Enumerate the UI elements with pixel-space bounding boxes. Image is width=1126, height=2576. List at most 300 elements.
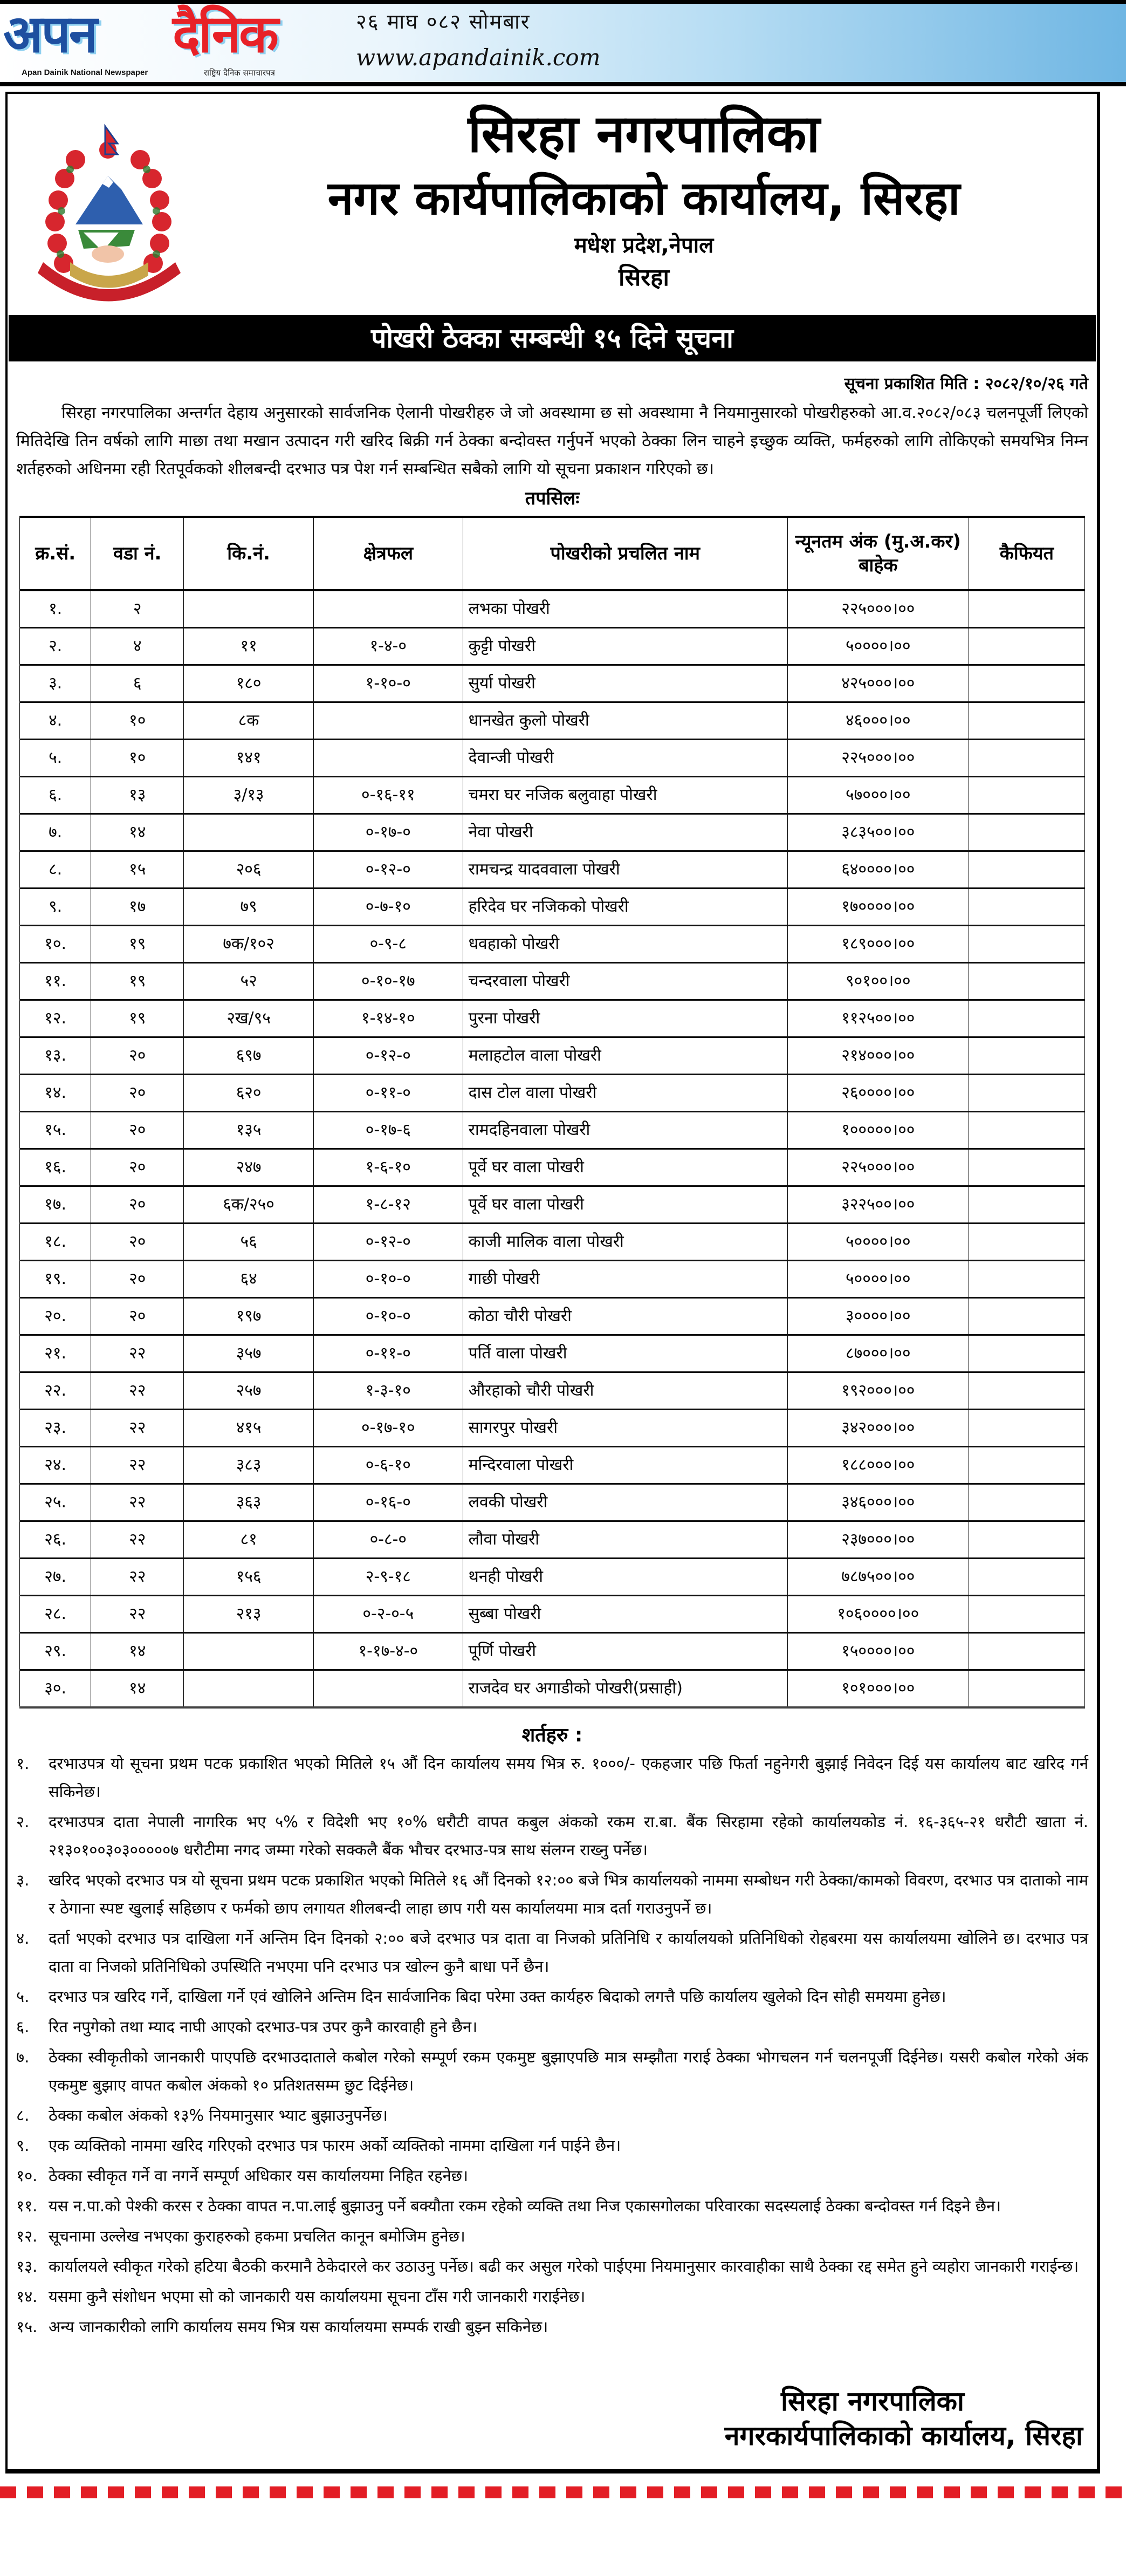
red-dash: [917, 2486, 933, 2498]
cell-min-amount: १८९०००।००: [787, 926, 969, 963]
cell-min-amount: ७८७५००।००: [787, 1559, 969, 1596]
cell-remarks: [969, 1149, 1084, 1186]
table-row: [20, 665, 1085, 702]
brand-tagline-english: Apan Dainik National Newspaper: [22, 68, 148, 77]
col-header-remarks: कैफियत: [969, 517, 1084, 590]
term-number: ११.: [16, 2197, 38, 2215]
cell-pond-name: पर्ति वाला पोखरी: [463, 1335, 787, 1372]
term-number: १०.: [16, 2167, 38, 2185]
term-text: दरभाउ पत्र खरिद गर्ने, दाखिला गर्ने एवं खोलिने अन्तिम दिन सार्वजानिक बिदा परेमा उक्त कार्यहरु बिदाको लगत्तै पछि कार्यालय खुलेको दिन सोही समयमा हुनेछ।: [49, 1987, 946, 2006]
table-body: [20, 590, 1085, 1707]
term-number: ८.: [16, 2106, 30, 2124]
cell-min-amount: ८७०००।००: [787, 1335, 969, 1372]
cell-kitta: १८०: [184, 665, 314, 702]
cell-area: ०-१०-१७: [314, 963, 463, 1000]
cell-area: ०-११-०: [314, 1335, 463, 1372]
cell-serial: २६.: [20, 1521, 91, 1559]
cell-serial: २४.: [20, 1447, 91, 1484]
cell-area: ०-११-०: [314, 1075, 463, 1112]
cell-pond-name: मलाहटोल वाला पोखरी: [463, 1037, 787, 1075]
red-dash: [243, 2486, 259, 2498]
cell-kitta: ७क/१०२: [184, 926, 314, 963]
red-dash: [404, 2486, 421, 2498]
cell-ward: ४: [91, 628, 184, 665]
district-name: सिरहा: [619, 264, 669, 291]
red-dash: [755, 2486, 771, 2498]
cell-min-amount: १९२०००।००: [787, 1372, 969, 1410]
term-text: यसमा कुनै संशोधन भएमा सो को जानकारी यस कार्यालयमा सूचना टाँस गरी जानकारी गराईनेछ।: [49, 2287, 586, 2306]
term-item: [16, 2101, 1088, 2129]
cell-remarks: [969, 1447, 1084, 1484]
cell-min-amount: ५००००।००: [787, 1261, 969, 1298]
cell-ward: २२: [91, 1335, 184, 1372]
website-link[interactable]: www.apandainik.com: [356, 44, 601, 71]
cell-remarks: [969, 628, 1084, 665]
term-text: ठेक्का स्वीकृतीको जानकारी पाएपछि दरभाउदाताले कबोल गरेको सम्पूर्ण रकम एकमुष्ट बुझाएपछि मात्र सम्झौता गराई ठेक्का भोगचलन गर्न चलनपूर्जी दिईनेछ। यसरी कबोल गरेको अंक एकमुष्ट बुझाए वापत कबोल अंकको १० प्रतिशतसम्म छुट दिईनेछ।: [49, 2048, 1088, 2094]
cell-kitta: ५२: [184, 963, 314, 1000]
red-dash: [324, 2486, 340, 2498]
table-row: [20, 702, 1085, 740]
cell-area: ०-७-१०: [314, 889, 463, 926]
term-item: [16, 2283, 1088, 2311]
cell-ward: २०: [91, 1149, 184, 1186]
cell-ward: १४: [91, 814, 184, 851]
red-dash: [782, 2486, 798, 2498]
cell-min-amount: ५००००।००: [787, 1224, 969, 1261]
red-dash: [836, 2486, 852, 2498]
table-header-row: [20, 517, 1085, 590]
cell-ward: २०: [91, 1112, 184, 1149]
cell-kitta: ६४: [184, 1261, 314, 1298]
table-row: [20, 1037, 1085, 1075]
red-dash: [108, 2486, 124, 2498]
cell-ward: १०: [91, 702, 184, 740]
cell-area: [314, 1670, 463, 1708]
cell-pond-name: पूर्वे घर वाला पोखरी: [463, 1186, 787, 1224]
term-text: कार्यालयले स्वीकृत गरेको हटिया बैठकी करमानै ठेकेदारले कर उठाउनु पर्नेछ। बढी कर असुल गरेको पाईएमा नियमानुसार कारवाहीका साथै ठेक्का रद्द समेत हुने व्यहोरा जानकारी गराईन्छ।: [49, 2257, 1079, 2276]
cell-pond-name: पूर्वे घर वाला पोखरी: [463, 1149, 787, 1186]
cell-kitta: २४७: [184, 1149, 314, 1186]
term-number: २.: [16, 1813, 30, 1831]
table-row: [20, 1075, 1085, 1112]
terms-list: [16, 1750, 1088, 2341]
cell-ward: २०: [91, 1037, 184, 1075]
cell-pond-name: गाछी पोखरी: [463, 1261, 787, 1298]
cell-remarks: [969, 1112, 1084, 1149]
red-dash: [297, 2486, 313, 2498]
cell-ward: २०: [91, 1261, 184, 1298]
pond-contract-table: [19, 516, 1085, 1709]
term-number: १५.: [16, 2318, 38, 2336]
cell-remarks: [969, 1410, 1084, 1447]
cell-area: ०-१२-०: [314, 1224, 463, 1261]
cell-remarks: [969, 777, 1084, 814]
cell-area: १-१०-०: [314, 665, 463, 702]
term-text: खरिद भएको दरभाउ पत्र यो सूचना प्रथम पटक प्रकाशित भएको मितिले १६ औं दिनको १२:०० बजे भित्र कार्यालयको नाममा सम्बोधन गरी ठेक्का/कामको विवरण, दरभाउ पत्र दाताको नाम र ठेगाना स्पष्ट खुलाई सहिछाप र फर्मको छाप लगायत शीलबन्दी लाहा छाप गरी यस कार्यालयमा मात्र दर्ता गराउनुपर्ने छ।: [49, 1871, 1088, 1917]
cell-ward: १०: [91, 740, 184, 777]
table-row: [20, 963, 1085, 1000]
red-dash: [377, 2486, 394, 2498]
term-number: ६.: [16, 2018, 30, 2036]
cell-area: ०-१६-११: [314, 777, 463, 814]
term-item: [16, 1808, 1088, 1864]
cell-pond-name: धानखेत कुलो पोखरी: [463, 702, 787, 740]
cell-kitta: ८१: [184, 1521, 314, 1559]
newspaper-masthead: [0, 0, 1126, 86]
table-row: [20, 889, 1085, 926]
cell-serial: २५.: [20, 1484, 91, 1521]
cell-pond-name: सागरपुर पोखरी: [463, 1410, 787, 1447]
term-item: [16, 2013, 1088, 2041]
term-text: एक व्यक्तिको नाममा खरिद गरिएको दरभाउ पत्र फारम अर्को व्यक्तिको नाममा दाखिला गर्न पाईने छैन।: [49, 2136, 621, 2155]
cell-remarks: [969, 1633, 1084, 1670]
cell-kitta: ६९७: [184, 1037, 314, 1075]
cell-ward: २२: [91, 1410, 184, 1447]
red-dash: [189, 2486, 205, 2498]
cell-remarks: [969, 702, 1084, 740]
table-row: [20, 1521, 1085, 1559]
cell-min-amount: ९०१००।००: [787, 963, 969, 1000]
table-row: [20, 1298, 1085, 1335]
cell-serial: ५.: [20, 740, 91, 777]
cell-area: ०-१०-०: [314, 1261, 463, 1298]
term-text: दरभाउपत्र यो सूचना प्रथम पटक प्रकाशित भएको मितिले १५ औं दिन कार्यालय समय भित्र रु. १०००/- एकहजार पछि फिर्ता नहुनेगरी बुझाई निवेदन दिई यस कार्यालय बाट खरिद गर्न सकिनेछ।: [49, 1754, 1088, 1801]
cell-kitta: ४१५: [184, 1410, 314, 1447]
red-dash: [1052, 2486, 1068, 2498]
cell-remarks: [969, 814, 1084, 851]
cell-remarks: [969, 1484, 1084, 1521]
cell-area: ०-१२-०: [314, 1037, 463, 1075]
cell-pond-name: पुरना पोखरी: [463, 1000, 787, 1037]
cell-serial: २२.: [20, 1372, 91, 1410]
cell-pond-name: लभका पोखरी: [463, 590, 787, 628]
cell-kitta: २५७: [184, 1372, 314, 1410]
cell-ward: २२: [91, 1372, 184, 1410]
cell-kitta: १९७: [184, 1298, 314, 1335]
cell-serial: २३.: [20, 1410, 91, 1447]
cell-ward: १४: [91, 1670, 184, 1708]
cell-ward: १५: [91, 851, 184, 889]
red-dash: [485, 2486, 502, 2498]
cell-serial: १४.: [20, 1075, 91, 1112]
col-header-min-amount: न्यूनतम अंक (मु.अ.कर) बाहेक: [787, 517, 969, 590]
cell-remarks: [969, 590, 1084, 628]
cell-area: ०-१२-०: [314, 851, 463, 889]
cell-ward: २२: [91, 1596, 184, 1633]
cell-min-amount: २२५०००।००: [787, 1149, 969, 1186]
term-number: ४.: [16, 1929, 30, 1948]
red-dash: [162, 2486, 178, 2498]
term-number: १.: [16, 1754, 30, 1773]
cell-area: ०-८-०: [314, 1521, 463, 1559]
cell-area: २-९-१८: [314, 1559, 463, 1596]
cell-serial: २१.: [20, 1335, 91, 1372]
table-row: [20, 590, 1085, 628]
table-row: [20, 1633, 1085, 1670]
cell-pond-name: रामचन्द्र यादववाला पोखरी: [463, 851, 787, 889]
col-header-area: क्षेत्रफल: [314, 517, 463, 590]
table-row: [20, 777, 1085, 814]
term-item: [16, 2131, 1088, 2160]
cell-ward: १९: [91, 963, 184, 1000]
cell-kitta: ३५७: [184, 1335, 314, 1372]
cell-remarks: [969, 1521, 1084, 1559]
term-text: यस न.पा.को पेश्की करस र ठेक्का वापत न.पा.लाई बुझाउनु पर्ने बक्यौता रकम रहेको व्यक्ति तथा निज एकासगोलका परिवारका सदस्यलाई ठेक्का बन्दोवस्त गर्न दिइने छैन।: [49, 2197, 1001, 2215]
col-header-kitta: कि.नं.: [184, 517, 314, 590]
cell-min-amount: २३७०००।००: [787, 1521, 969, 1559]
col-header-pond-name: पोखरीको प्रचलित नाम: [463, 517, 787, 590]
red-dash: [566, 2486, 582, 2498]
term-text: ठेक्का कबोल अंकको १३% नियमानुसार भ्याट बुझाउनुपर्नेछ।: [49, 2106, 388, 2124]
table-row: [20, 814, 1085, 851]
cell-remarks: [969, 1335, 1084, 1372]
cell-kitta: ८क: [184, 702, 314, 740]
cell-serial: १.: [20, 590, 91, 628]
cell-min-amount: १५००००।००: [787, 1633, 969, 1670]
cell-ward: २२: [91, 1521, 184, 1559]
red-dash: [54, 2486, 70, 2498]
cell-ward: २२: [91, 1447, 184, 1484]
cell-area: [314, 740, 463, 777]
red-dash: [1025, 2486, 1041, 2498]
cell-pond-name: काजी मालिक वाला पोखरी: [463, 1224, 787, 1261]
cell-serial: १२.: [20, 1000, 91, 1037]
cell-min-amount: १८८०००।००: [787, 1447, 969, 1484]
red-dash: [458, 2486, 475, 2498]
cell-serial: १९.: [20, 1261, 91, 1298]
cell-ward: २: [91, 590, 184, 628]
table-row: [20, 1447, 1085, 1484]
brand-logo-apan: अपन: [3, 4, 97, 64]
cell-pond-name: कोठा चौरी पोखरी: [463, 1298, 787, 1335]
term-item: [16, 2252, 1088, 2280]
term-text: सूचनामा उल्लेख नभएका कुराहरुको हकमा प्रचलित कानून बमोजिम हुनेछ।: [49, 2227, 465, 2245]
term-number: ९.: [16, 2136, 30, 2155]
table-row: [20, 1410, 1085, 1447]
signature-office: नगरकार्यपालिकाको कार्यालय, सिरहा: [724, 2420, 1083, 2451]
cell-ward: १९: [91, 926, 184, 963]
cell-serial: २८.: [20, 1596, 91, 1633]
cell-ward: २२: [91, 1484, 184, 1521]
table-row: [20, 1112, 1085, 1149]
term-number: १४.: [16, 2287, 38, 2306]
cell-area: १-८-१२: [314, 1186, 463, 1224]
public-notice: [5, 92, 1100, 2473]
table-row: [20, 740, 1085, 777]
terms-heading: शर्तहरु :: [521, 1724, 583, 1746]
cell-area: ०-९-८: [314, 926, 463, 963]
cell-serial: ६.: [20, 777, 91, 814]
cell-min-amount: १०१०००।००: [787, 1670, 969, 1708]
cell-kitta: ३८३: [184, 1447, 314, 1484]
red-dash: [512, 2486, 528, 2498]
cell-ward: १९: [91, 1000, 184, 1037]
signature-block: [16, 2384, 1088, 2453]
red-dash: [863, 2486, 879, 2498]
cell-area: १-१४-१०: [314, 1000, 463, 1037]
cell-area: ०-६-१०: [314, 1447, 463, 1484]
cell-remarks: [969, 1224, 1084, 1261]
cell-pond-name: लौवा पोखरी: [463, 1521, 787, 1559]
table-row: [20, 1186, 1085, 1224]
red-dash: [593, 2486, 609, 2498]
pond-table-wrapper: [19, 516, 1085, 1709]
cell-min-amount: ११२५००।००: [787, 1000, 969, 1037]
nepal-government-emblem-icon: [16, 117, 200, 311]
cell-kitta: २०६: [184, 851, 314, 889]
cell-area: ०-१७-१०: [314, 1410, 463, 1447]
cell-min-amount: १०६००००।००: [787, 1596, 969, 1633]
red-dash: [1106, 2486, 1122, 2498]
cell-pond-name: चमरा घर नजिक बलुवाहा पोखरी: [463, 777, 787, 814]
cell-remarks: [969, 851, 1084, 889]
cell-remarks: [969, 1186, 1084, 1224]
cell-ward: २०: [91, 1186, 184, 1224]
table-row: [20, 1224, 1085, 1261]
col-header-ward: वडा नं.: [91, 517, 184, 590]
cell-remarks: [969, 1000, 1084, 1037]
cell-pond-name: राजदेव घर अगाडीको पोखरी(प्रसाही): [463, 1670, 787, 1708]
cell-remarks: [969, 1075, 1084, 1112]
table-row: [20, 1261, 1085, 1298]
cell-remarks: [969, 1670, 1084, 1708]
cell-serial: २०.: [20, 1298, 91, 1335]
cell-serial: १६.: [20, 1149, 91, 1186]
cell-pond-name: सुर्या पोखरी: [463, 665, 787, 702]
cell-kitta: [184, 1633, 314, 1670]
table-row: [20, 1484, 1085, 1521]
col-header-serial: क्र.सं.: [20, 517, 91, 590]
table-caption: तपसिलः: [525, 488, 580, 509]
term-number: ५.: [16, 1987, 30, 2006]
cell-serial: १७.: [20, 1186, 91, 1224]
red-dash: [728, 2486, 744, 2498]
table-row: [20, 1372, 1085, 1410]
cell-pond-name: औरहाको चौरी पोखरी: [463, 1372, 787, 1410]
cell-kitta: ६२०: [184, 1075, 314, 1112]
cell-area: [314, 590, 463, 628]
term-item: [16, 1924, 1088, 1980]
cell-area: १-१७-४-०: [314, 1633, 463, 1670]
notice-title-banner: पोखरी ठेक्का सम्बन्धी १५ दिने सूचना: [9, 315, 1096, 361]
table-row: [20, 1596, 1085, 1633]
term-item: [16, 2043, 1088, 2099]
cell-serial: ११.: [20, 963, 91, 1000]
cell-remarks: [969, 665, 1084, 702]
cell-pond-name: दास टोल वाला पोखरी: [463, 1075, 787, 1112]
cell-min-amount: ३८३५००।००: [787, 814, 969, 851]
municipality-name: सिरहा नगरपालिका: [468, 104, 820, 164]
cell-min-amount: २१४०००।००: [787, 1037, 969, 1075]
cell-min-amount: ५००००।००: [787, 628, 969, 665]
cell-kitta: ३/१३: [184, 777, 314, 814]
cell-pond-name: रामदहिनवाला पोखरी: [463, 1112, 787, 1149]
cell-pond-name: नेवा पोखरी: [463, 814, 787, 851]
table-row: [20, 1559, 1085, 1596]
cell-remarks: [969, 1372, 1084, 1410]
cell-ward: २२: [91, 1559, 184, 1596]
cell-pond-name: लवकी पोखरी: [463, 1484, 787, 1521]
handshake: [92, 245, 124, 263]
published-date: सूचना प्रकाशित मिति : २०८२/१०/२६ गते: [844, 374, 1088, 393]
red-dash: [998, 2486, 1014, 2498]
cell-remarks: [969, 963, 1084, 1000]
term-item: [16, 1866, 1088, 1922]
term-item: [16, 2162, 1088, 2190]
office-name: नगर कार्यपालिकाको कार्यालय, सिरहा: [327, 172, 960, 226]
cell-remarks: [969, 1596, 1084, 1633]
province-name: मधेश प्रदेश,नेपाल: [574, 233, 714, 258]
cell-serial: ९.: [20, 889, 91, 926]
notice-titles: [200, 100, 1088, 295]
table-row: [20, 628, 1085, 665]
cell-pond-name: देवान्जी पोखरी: [463, 740, 787, 777]
cell-min-amount: २६००००।००: [787, 1075, 969, 1112]
cell-kitta: १३५: [184, 1112, 314, 1149]
term-text: रित नपुगेको तथा म्याद नाघी आएको दरभाउ-पत्र उपर कुनै कारवाही हुने छैन।: [49, 2018, 478, 2036]
red-dash: [944, 2486, 960, 2498]
cell-area: ०-१७-०: [314, 814, 463, 851]
red-dash: [351, 2486, 367, 2498]
cell-area: ०-२-०-५: [314, 1596, 463, 1633]
red-dash: [809, 2486, 825, 2498]
cell-serial: १०.: [20, 926, 91, 963]
cell-serial: २७.: [20, 1559, 91, 1596]
term-text: अन्य जानकारीको लागि कार्यालय समय भित्र यस कार्यालयमा सम्पर्क राखी बुझ्न सकिनेछ।: [49, 2318, 548, 2336]
table-row: [20, 1149, 1085, 1186]
cell-kitta: [184, 590, 314, 628]
cell-area: १-३-१०: [314, 1372, 463, 1410]
cell-min-amount: ३००००।००: [787, 1298, 969, 1335]
cell-min-amount: ५७०००।००: [787, 777, 969, 814]
cell-pond-name: हरिदेव घर नजिकको पोखरी: [463, 889, 787, 926]
cell-kitta: ५६: [184, 1224, 314, 1261]
cell-area: ०-१६-०: [314, 1484, 463, 1521]
cell-min-amount: २२५०००।००: [787, 590, 969, 628]
brand-logo-dainik: दैनिक: [173, 4, 277, 64]
cell-pond-name: चन्दरवाला पोखरी: [463, 963, 787, 1000]
cell-serial: १५.: [20, 1112, 91, 1149]
cell-min-amount: ४२५०००।००: [787, 665, 969, 702]
table-row: [20, 1335, 1085, 1372]
cell-kitta: २१३: [184, 1596, 314, 1633]
cell-serial: ३०.: [20, 1670, 91, 1708]
cell-serial: २.: [20, 628, 91, 665]
red-dash: [0, 2486, 16, 2498]
term-text: ठेक्का स्वीकृत गर्ने वा नगर्ने सम्पूर्ण अधिकार यस कार्यालयमा निहित रहनेछ।: [49, 2167, 468, 2185]
cell-kitta: ३६३: [184, 1484, 314, 1521]
table-row: [20, 926, 1085, 963]
notice-header: [16, 100, 1088, 311]
cell-kitta: १४१: [184, 740, 314, 777]
red-dash: [890, 2486, 906, 2498]
cell-serial: ८.: [20, 851, 91, 889]
red-dash: [81, 2486, 97, 2498]
term-number: १२.: [16, 2227, 38, 2245]
cell-serial: ४.: [20, 702, 91, 740]
table-row: [20, 1000, 1085, 1037]
issue-date: २६ माघ ०८२ सोमबार: [356, 10, 531, 33]
intro-paragraph: सिरहा नगरपालिका अन्तर्गत देहाय अनुसारको सार्वजनिक ऐलानी पोखरीहरु जे जो अवस्थामा छ सो अवस्थामा नै नियमानुसारको पोखरीहरुको आ.व.२०८२/०८३ चलनपूर्जी लिएको मितिदेखि तिन वर्षको लागि माछा तथा मखान उत्पादन गरी खरिद बिक्री गर्न ठेक्का बन्दोवस्त गर्नुपर्ने भएको ठेक्का लिन चाहने इच्छुक व्यक्ति, फर्महरुको लागि तोकिएको समयभित्र निम्न शर्तहरुको अधिनमा रही रितपूर्वकको शीलबन्दी दरभाउ पत्र पेश गर्न सम्बन्धित सबैको लागि यो सूचना प्रकाशन गरिएको छ।: [16, 404, 1088, 479]
cell-ward: २०: [91, 1298, 184, 1335]
cell-remarks: [969, 1261, 1084, 1298]
red-dash: [27, 2486, 43, 2498]
cell-ward: ६: [91, 665, 184, 702]
cell-min-amount: २२५०००।००: [787, 740, 969, 777]
cell-ward: २०: [91, 1075, 184, 1112]
red-dash: [647, 2486, 663, 2498]
cell-kitta: ६क/२५०: [184, 1186, 314, 1224]
